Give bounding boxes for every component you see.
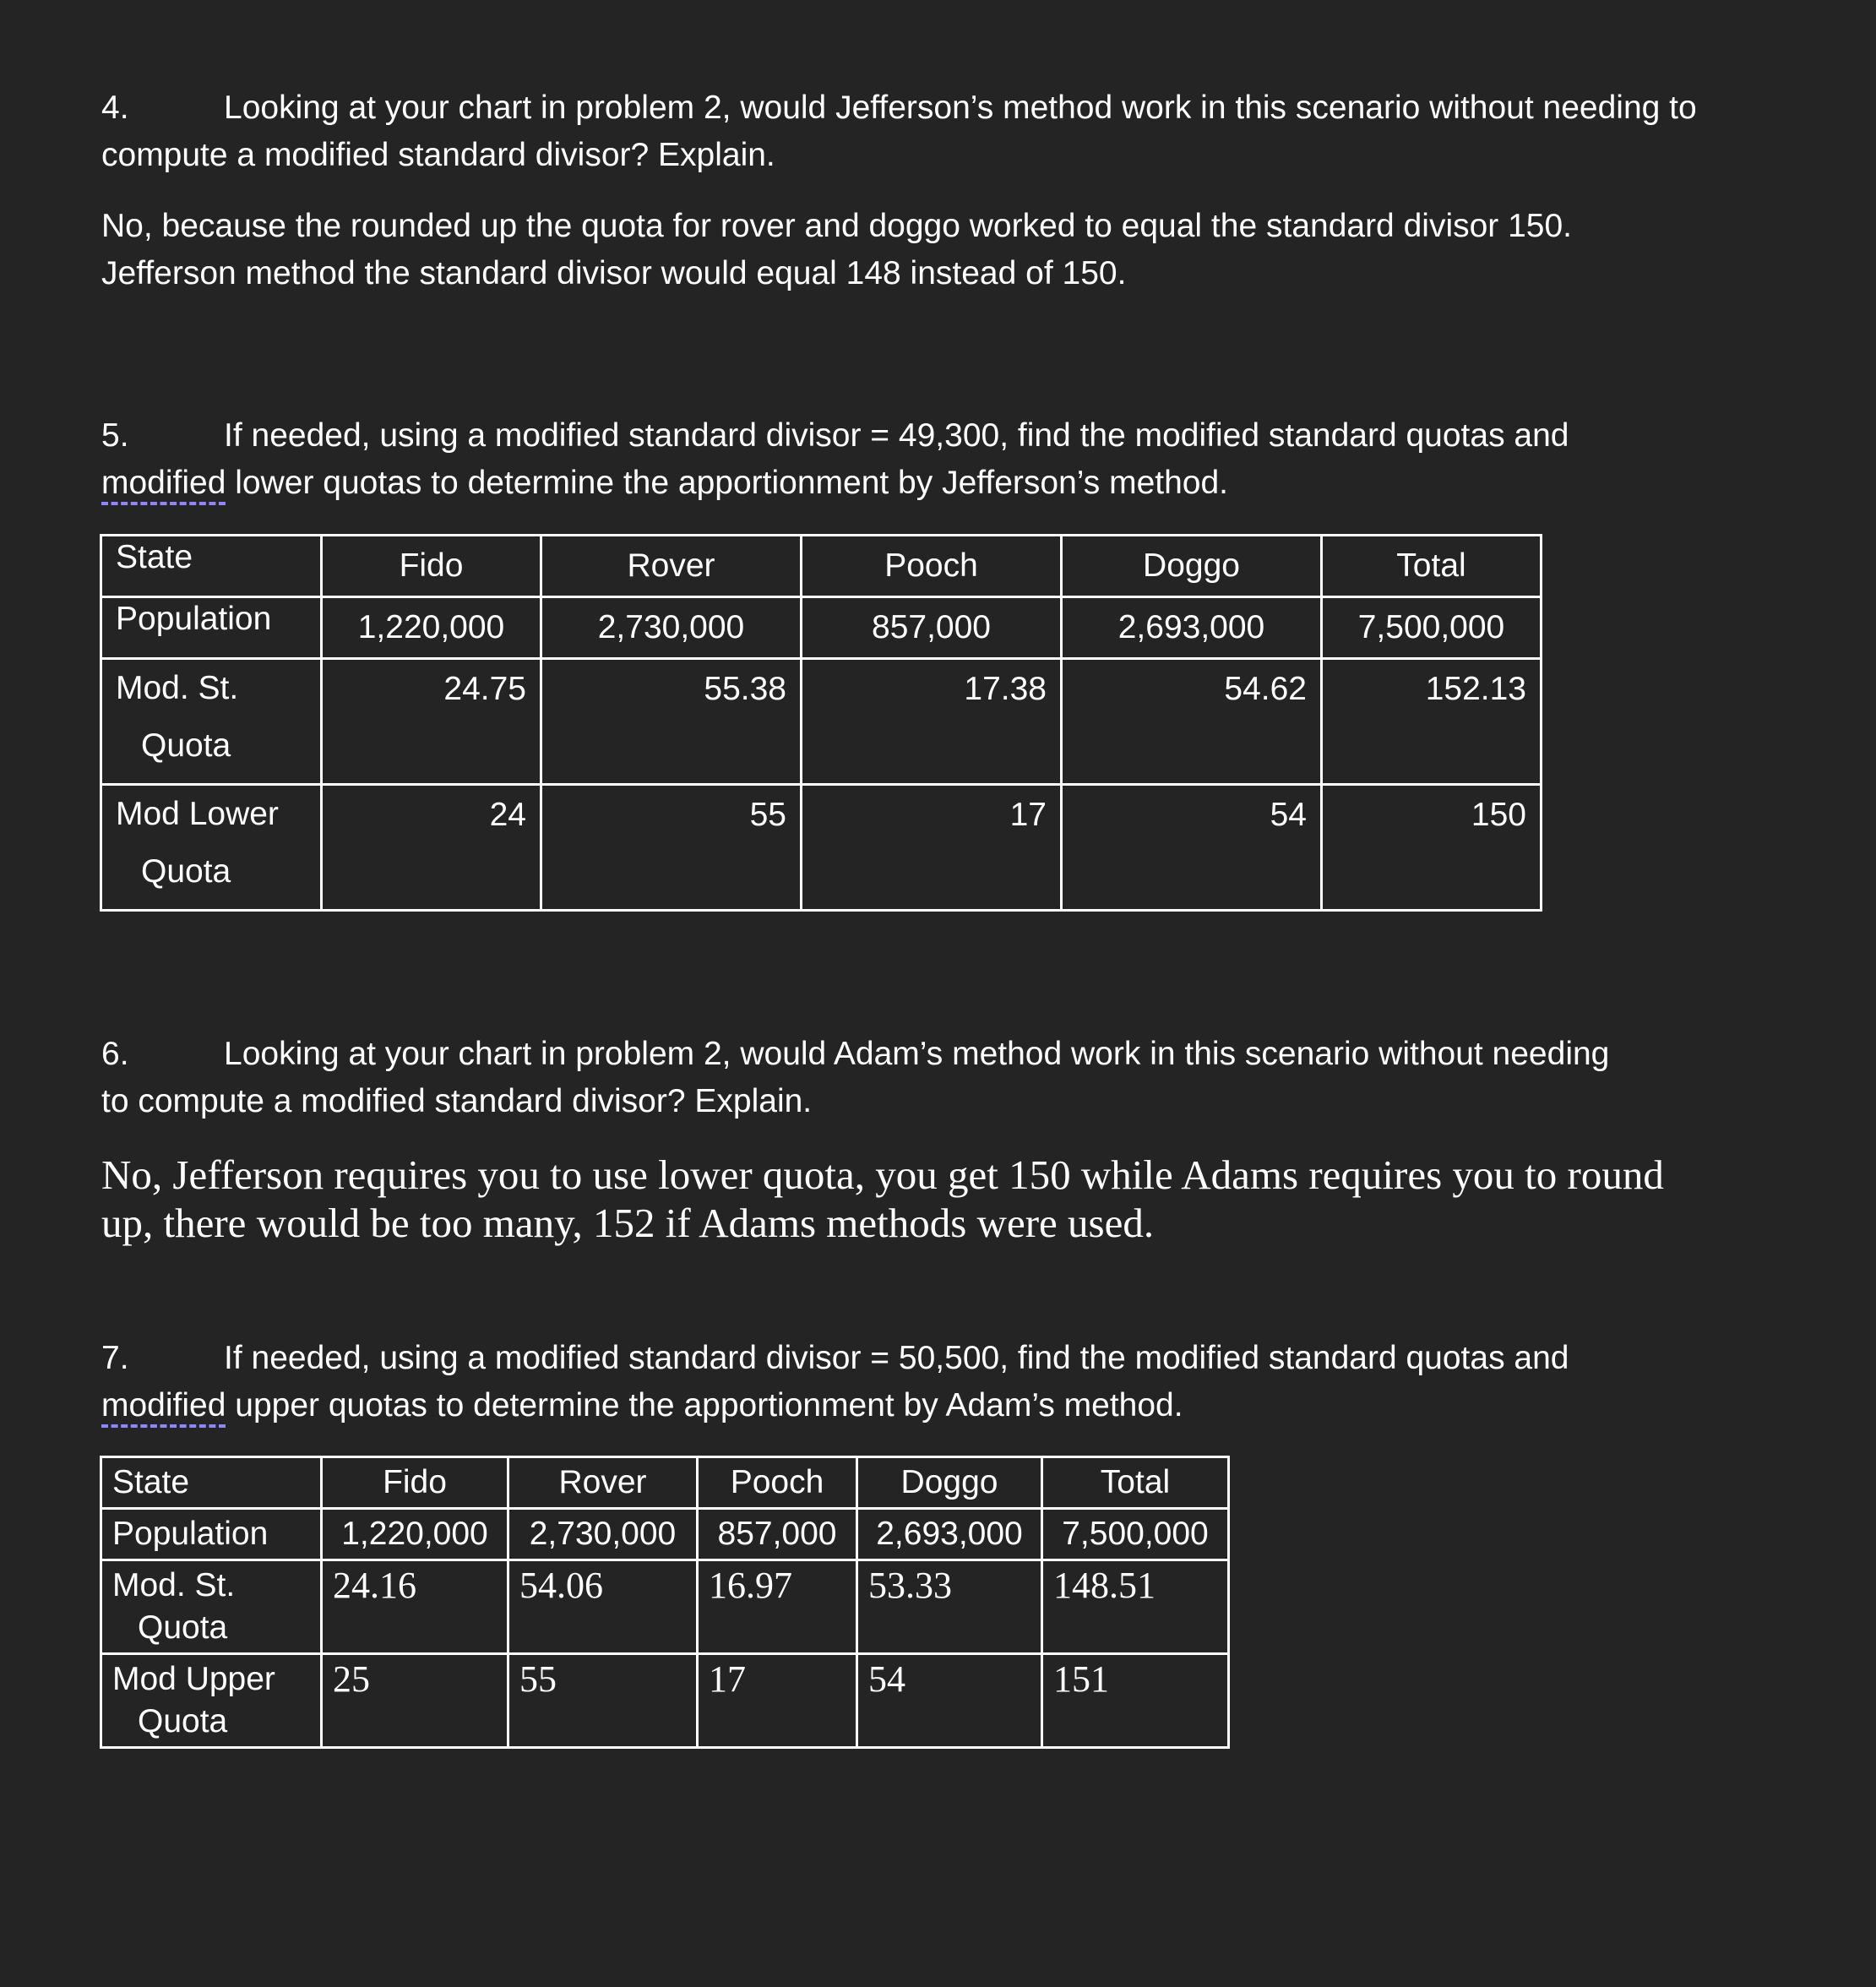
question-text: upper quotas to determine the apportionment by Adam’s method.: [226, 1387, 1183, 1424]
table-row: [101, 1509, 1229, 1560]
answer-4: [101, 203, 1723, 297]
table-row: [101, 597, 1542, 659]
table-cell: 54: [857, 1654, 1042, 1748]
table-cell: State: [101, 1457, 322, 1509]
question-text: lower quotas to determine the apportionment by Jefferson’s method.: [226, 465, 1229, 501]
table-row: [101, 1654, 1229, 1748]
table-cell: Total: [1042, 1457, 1229, 1509]
table-cell: 24: [322, 785, 541, 911]
table-cell: 54.62: [1062, 659, 1322, 785]
table-cell: Doggo: [857, 1457, 1042, 1509]
table-cell: Fido: [322, 536, 541, 597]
table-cell: 857,000: [698, 1509, 857, 1560]
table-cell: Pooch: [802, 536, 1062, 597]
label-line: Mod Lower: [116, 796, 279, 832]
adams-table: [100, 1456, 1230, 1749]
spellcheck-underlined-word: modified: [101, 465, 226, 501]
table-cell: 7,500,000: [1322, 597, 1542, 659]
question-number: 7.: [101, 1340, 129, 1376]
question-number: 6.: [101, 1036, 129, 1072]
table-cell: 17.38: [802, 659, 1062, 785]
answer-line: No, Jefferson requires you to use lower quota, you get 150 while Adams requires you to round: [101, 1151, 1664, 1198]
spellcheck-underlined-word: modified: [101, 1387, 226, 1424]
table-cell: 2,693,000: [1062, 597, 1322, 659]
table-cell: 2,693,000: [857, 1509, 1042, 1560]
table-row: [101, 785, 1542, 911]
table-cell: 53.33: [857, 1560, 1042, 1654]
table-cell: 1,220,000: [322, 1509, 508, 1560]
question-text: to compute a modified standard divisor? Explain.: [101, 1083, 813, 1119]
table-cell: 24.16: [322, 1560, 508, 1654]
label-line: Quota: [138, 1609, 228, 1646]
table-cell: Doggo: [1062, 536, 1322, 597]
label-line: Mod. St.: [116, 670, 239, 706]
question-number: 4.: [101, 90, 129, 126]
table-cell: 152.13: [1322, 659, 1542, 785]
table-cell: 17: [802, 785, 1062, 911]
question-number: 5.: [101, 417, 129, 454]
label-line: Mod Upper: [112, 1661, 275, 1697]
question-4: [101, 84, 1706, 179]
table-header-row: [101, 536, 1542, 597]
table-row-label: [101, 1654, 322, 1748]
table-cell: 1,220,000: [322, 597, 541, 659]
question-5: [101, 412, 1706, 507]
answer-6: [101, 1151, 1723, 1247]
table-row: [101, 659, 1542, 785]
table-cell: 148.51: [1042, 1560, 1229, 1654]
table-cell: 55.38: [541, 659, 802, 785]
table-cell: Rover: [508, 1457, 698, 1509]
table-cell: 54: [1062, 785, 1322, 911]
table-cell: Population: [101, 1509, 322, 1560]
table-cell: State: [101, 536, 322, 597]
table-cell: 17: [698, 1654, 857, 1748]
label-line: Mod. St.: [112, 1567, 236, 1603]
question-7: [101, 1335, 1706, 1429]
table-cell: 55: [508, 1654, 698, 1748]
jefferson-table: [100, 534, 1542, 912]
table-cell: 151: [1042, 1654, 1229, 1748]
question-text: If needed, using a modified standard divisor = 49,300, find the modified standard quotas and: [224, 417, 1569, 454]
table-cell: 16.97: [698, 1560, 857, 1654]
answer-line: up, there would be too many, 152 if Adams methods were used.: [101, 1200, 1155, 1246]
table-cell: 150: [1322, 785, 1542, 911]
table-cell: 857,000: [802, 597, 1062, 659]
answer-line: Jefferson method the standard divisor would equal 148 instead of 150.: [101, 255, 1127, 291]
table-cell: 55: [541, 785, 802, 911]
table-cell: Population: [101, 597, 322, 659]
table-cell: 2,730,000: [541, 597, 802, 659]
table-cell: Rover: [541, 536, 802, 597]
label-line: Quota: [138, 1703, 228, 1739]
table-cell: 24.75: [322, 659, 541, 785]
answer-line: No, because the rounded up the quota for rover and doggo worked to equal the standard divisor 150.: [101, 208, 1573, 244]
table-cell: 7,500,000: [1042, 1509, 1229, 1560]
table-row: [101, 1560, 1229, 1654]
table-row-label: [101, 785, 322, 911]
table-row-label: [101, 659, 322, 785]
table-cell: Fido: [322, 1457, 508, 1509]
question-6: [101, 1031, 1706, 1125]
table-cell: 54.06: [508, 1560, 698, 1654]
table-row-label: [101, 1560, 322, 1654]
question-text: If needed, using a modified standard divisor = 50,500, find the modified standard quotas and: [224, 1340, 1569, 1376]
question-text: Looking at your chart in problem 2, would Jefferson’s method work in this scenario without needing to compute a modified standard divisor? Explain.: [101, 90, 1697, 173]
label-line: Quota: [141, 727, 231, 764]
table-cell: 2,730,000: [508, 1509, 698, 1560]
table-header-row: [101, 1457, 1229, 1509]
table-cell: Total: [1322, 536, 1542, 597]
table-cell: 25: [322, 1654, 508, 1748]
label-line: Quota: [141, 853, 231, 890]
question-text: Looking at your chart in problem 2, would Adam’s method work in this scenario without needing: [224, 1036, 1610, 1072]
table-cell: Pooch: [698, 1457, 857, 1509]
